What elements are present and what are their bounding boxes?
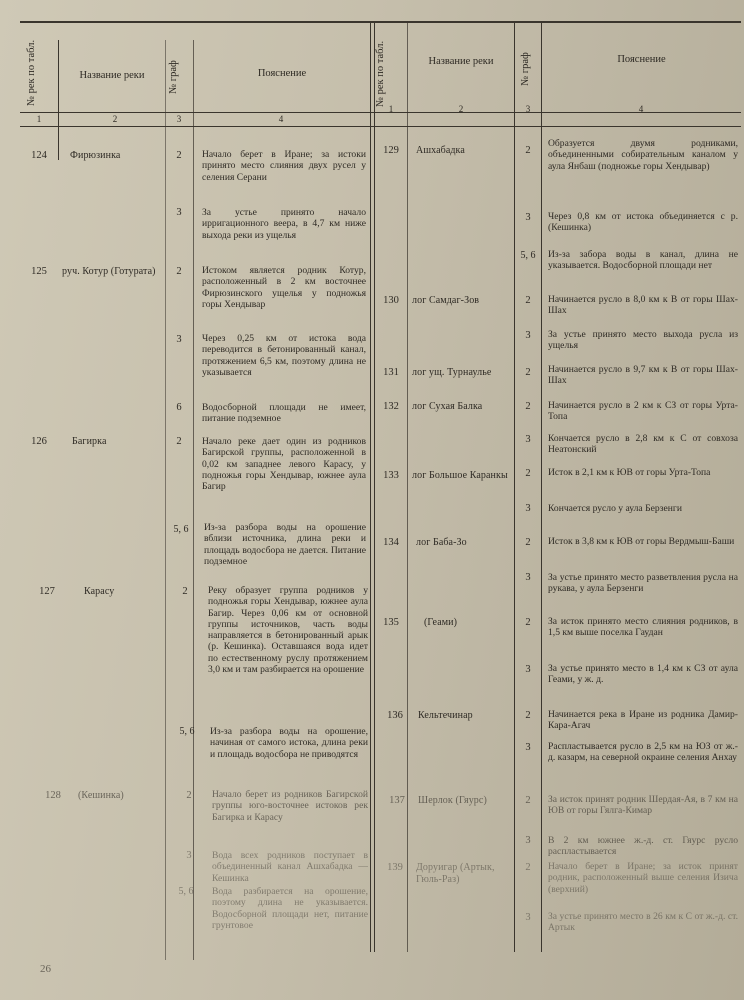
explanation-text: Кончается русло у аула Берзенги <box>548 503 682 514</box>
graf-number: 5, 6 <box>179 726 195 737</box>
river-name: Доруигар (Артык, Гюль-Раз) <box>416 862 495 885</box>
table-row-number: 129 <box>383 145 399 156</box>
graf-number: 3 <box>525 912 531 923</box>
river-name: Шерлок (Гяурс) <box>418 795 487 806</box>
river-name: (Геами) <box>424 617 458 628</box>
explanation-text: Начало реке дает один из родников Багирской группы, расположенной в 0,02 км западнее левого Карасу, у подножья горы Хендывар, южнее аула Багир <box>202 436 366 493</box>
river-name: Ашхабадка <box>416 145 465 156</box>
graf-number: 2 <box>182 586 188 597</box>
graf-number: 3 <box>525 664 531 675</box>
graf-number: 3 <box>525 212 531 223</box>
explanation-text: За устье принято начало ирригационного веера, в 4,7 км ниже выхода реки из ущелья <box>202 207 366 241</box>
explanation-text: В 2 км южнее ж.-д. ст. Гяурс русло распластывается <box>548 835 738 858</box>
graf-number: 2 <box>176 266 182 277</box>
col-number: 2 <box>112 114 118 124</box>
graf-number: 2 <box>525 295 531 306</box>
explanation-text: Из-за забора воды в канал, длина не указывается. Водосборной площади нет <box>548 249 738 272</box>
col-number: 3 <box>176 114 182 124</box>
col-number: 4 <box>278 114 284 124</box>
explanation-text: Кончается русло в 2,8 км к С от совхоза Неатонский <box>548 433 738 456</box>
col-divider <box>58 40 59 160</box>
middle-divider <box>370 22 371 952</box>
header-rec-num: № рек по табл. <box>375 40 386 107</box>
colnum-rule <box>20 126 741 127</box>
header-explanation: Пояснение <box>617 54 666 65</box>
explanation-text: Начало берет из родников Багирской группы юго-восточнее истоков рек Багирка и Карасу <box>212 789 368 823</box>
graf-number: 2 <box>186 790 192 801</box>
graf-number: 2 <box>525 367 531 378</box>
graf-number: 3 <box>525 503 531 514</box>
col-divider <box>407 22 408 952</box>
col-number: 2 <box>458 104 464 114</box>
graf-number: 2 <box>525 468 531 479</box>
table-row-number: 133 <box>383 470 399 481</box>
explanation-text: Исток в 2,1 км к ЮВ от горы Урта-Топа <box>548 467 711 478</box>
river-name: лог ущ. Турнаулье <box>412 367 492 378</box>
explanation-text: За устье принято место в 1,4 км к СЗ от аула Геами, у ж. д. <box>548 663 738 686</box>
table-row-number: 139 <box>387 862 403 873</box>
explanation-text: Начинается русло в 9,7 км к В от горы Шах-Шах <box>548 364 738 387</box>
table-row-number: 128 <box>45 790 61 801</box>
explanation-text: Водосборной площади не имеет, питание подземное <box>202 402 366 425</box>
graf-number: 3 <box>525 742 531 753</box>
col-divider <box>514 22 515 952</box>
table-row-number: 131 <box>383 367 399 378</box>
table-row-number: 124 <box>31 150 47 161</box>
explanation-text: Распластывается русло в 2,5 км на ЮЗ от ж.-д. казарм, на северной окраине селения Анхау <box>548 741 738 764</box>
table-row-number: 137 <box>389 795 405 806</box>
col-number: 3 <box>525 104 531 114</box>
graf-number: 3 <box>176 207 182 218</box>
river-name: лог Большое Каранкы <box>412 470 508 481</box>
page-number: 26 <box>40 963 51 975</box>
table-row-number: 127 <box>39 586 55 597</box>
graf-number: 2 <box>525 401 531 412</box>
top-rule <box>20 21 741 23</box>
table-row-number: 134 <box>383 537 399 548</box>
explanation-text: За исток принято место слияния родников, в 1,5 км выше поселка Гаудан <box>548 616 738 639</box>
header-river-name: Название реки <box>79 70 145 81</box>
explanation-text: Начинается река в Иране из родника Дамир-Кара-Агач <box>548 709 738 732</box>
explanation-text: За исток принят родник Шердая-Ая, в 7 км на ЮВ от горы Гялга-Кимар <box>548 794 738 817</box>
graf-number: 2 <box>176 150 182 161</box>
col-number: 1 <box>36 114 42 124</box>
explanation-text: За устье принято место разветвления русла на рукава, у аула Берзенги <box>548 572 738 595</box>
col-divider <box>165 40 166 960</box>
table-row-number: 132 <box>383 401 399 412</box>
graf-number: 3 <box>176 334 182 345</box>
graf-number: 3 <box>525 330 531 341</box>
graf-number: 5, 6 <box>173 524 189 535</box>
table-row-number: 126 <box>31 436 47 447</box>
graf-number: 2 <box>525 617 531 628</box>
table-row-number: 125 <box>31 266 47 277</box>
river-name: Карасу <box>84 586 115 597</box>
explanation-text: Начинается русло в 8,0 км к В от горы Шах-Шах <box>548 294 738 317</box>
explanation-text: Истоком является родник Котур, расположенный в 2 км восточнее Фирюзинского ущелья у подножья горы Хендывар <box>202 265 366 310</box>
graf-number: 2 <box>176 436 182 447</box>
graf-number: 2 <box>525 710 531 721</box>
header-rec-num: № рек по табл. <box>26 39 37 106</box>
river-name: лог Самдаг-Зов <box>412 295 480 306</box>
graf-number: 2 <box>525 862 531 873</box>
explanation-text: Начало берет в Иране; за исток принят родник, расположенный выше селения Изича (верхний) <box>548 861 738 895</box>
river-name: лог Баба-Зо <box>416 537 467 548</box>
explanation-text: Реку образует группа родников у подножья горы Хендывар, южнее аула Багир. Через 0,06 км от основной группы источников, часть воды направляется в бетонированный арык (р. Кешинка). Оставшаяся вода идет по естественному руслу протяжением 3,0 км и там разбирается на орошение <box>208 585 368 676</box>
graf-number: 5, 6 <box>520 250 536 261</box>
river-name: руч. Котур (Готурата) <box>62 266 156 277</box>
graf-number: 2 <box>525 795 531 806</box>
graf-number: 3 <box>186 850 192 861</box>
table-row-number: 135 <box>383 617 399 628</box>
explanation-text: За устье принято место выхода русла из ущелья <box>548 329 738 352</box>
table-row-number: 136 <box>387 710 403 721</box>
explanation-text: Образуется двумя родниками, объединенными собирательным каналом у аула Янбаш (подножье горы Хендывар) <box>548 138 738 172</box>
explanation-text: Через 0,25 км от истока вода переводится в бетонированный канал, протяжением 6,5 км, поэтому длина не указывается <box>202 333 366 378</box>
explanation-text: Начало берет в Иране; за истоки принято место слияния двух русел у селения Серани <box>202 149 366 183</box>
graf-number: 3 <box>525 434 531 445</box>
explanation-text: Начинается русло в 2 км к СЗ от горы Урта-Топа <box>548 400 738 423</box>
river-name: Багирка <box>72 436 107 447</box>
header-river-name: Название реки <box>428 56 494 67</box>
header-graf: № граф <box>520 52 531 86</box>
graf-number: 2 <box>525 537 531 548</box>
graf-number: 6 <box>176 402 182 413</box>
graf-number: 2 <box>525 145 531 156</box>
col-divider <box>541 22 542 952</box>
explanation-text: Исток в 3,8 км к ЮВ от горы Вердмыш-Баши <box>548 536 735 547</box>
explanation-text: Вода разбирается на орошение, поэтому длина не указывается. Водосборной площади нет, питание грунтовое <box>212 886 368 931</box>
col-number: 1 <box>388 104 394 114</box>
col-number: 4 <box>638 104 644 114</box>
explanation-text: Из-за разбора воды на орошение, начиная от самого истока, длина реки и площадь водосбора не приводятся <box>210 726 368 760</box>
header-explanation: Пояснение <box>257 68 307 79</box>
table-row-number: 130 <box>383 295 399 306</box>
river-name: Фирюзинка <box>70 150 121 161</box>
header-graf: № граф <box>168 60 179 94</box>
graf-number: 5, 6 <box>178 886 194 897</box>
explanation-text: За устье принято место в 26 км к С от ж.-д. ст. Артык <box>548 911 738 934</box>
graf-number: 3 <box>525 835 531 846</box>
graf-number: 3 <box>525 572 531 583</box>
explanation-text: Из-за разбора воды на орошение вблизи источника, длина реки и площадь водосбора не дается. Питание подземное <box>204 522 366 567</box>
explanation-text: Через 0,8 км от истока объединяется с р. (Кешинка) <box>548 211 738 234</box>
river-name: Кельтечинар <box>418 710 473 721</box>
river-name: (Кешинка) <box>78 790 124 801</box>
col-divider <box>193 40 194 960</box>
explanation-text: Вода всех родников поступает в объединенный канал Ашхабадка — Кешинка <box>212 850 368 884</box>
river-name: лог Сухая Балка <box>412 401 483 412</box>
middle-divider <box>374 22 375 952</box>
